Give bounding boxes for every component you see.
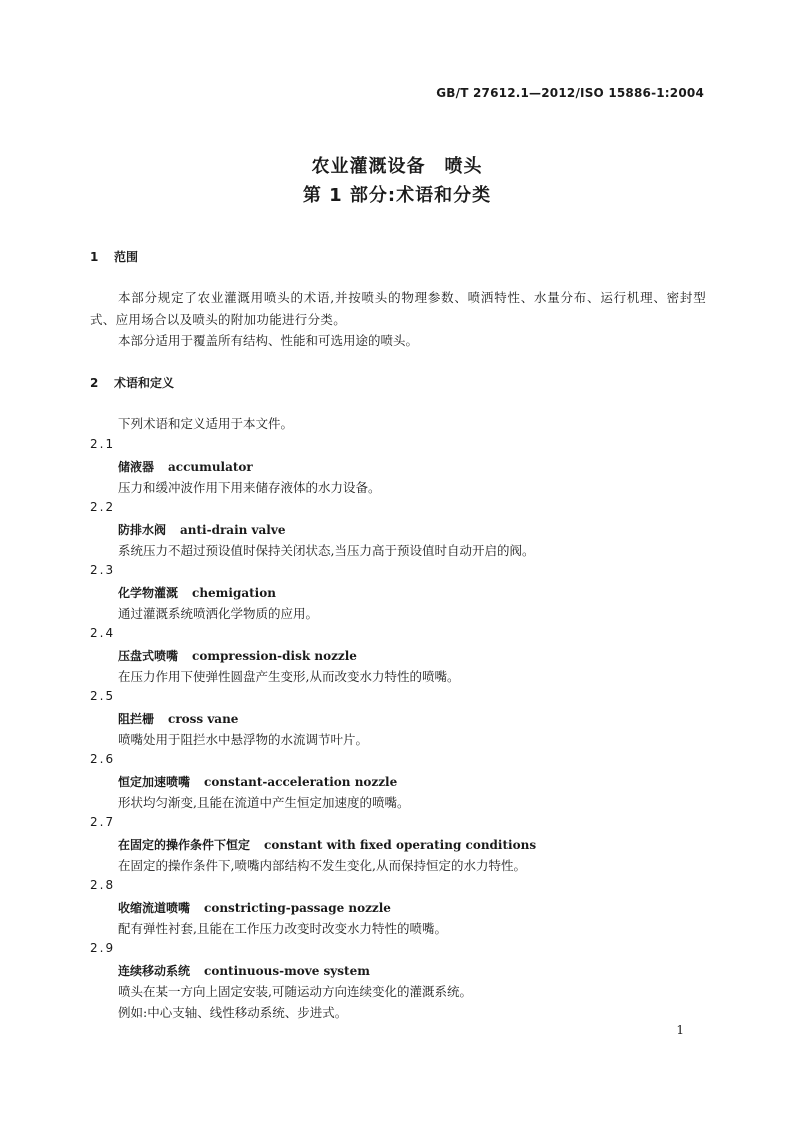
clause-number: 2.6 — [90, 752, 116, 766]
term-entry — [118, 710, 238, 727]
clause-number: 2.1 — [90, 437, 116, 451]
clause-number: 2.3 — [90, 563, 116, 577]
section-number: 2 — [90, 376, 99, 390]
term-entry — [118, 773, 397, 790]
section-1-paragraph-1: 本部分规定了农业灌溉用喷头的术语,并按喷头的物理参数、喷洒特性、水量分布、运行机理、密封型式、应用场合以及喷头的附加功能进行分类。 — [90, 290, 706, 327]
term-definition: 通过灌溉系统喷洒化学物质的应用。 — [118, 606, 319, 621]
term-zh: 在固定的操作条件下恒定 — [118, 838, 251, 852]
term-entry — [118, 962, 370, 979]
term-definition: 在固定的操作条件下,喷嘴内部结构不发生变化,从而保持恒定的水力特性。 — [118, 858, 526, 873]
term-zh: 化学物灌溉 — [118, 586, 179, 600]
term-en: constant with fixed operating conditions — [264, 838, 537, 852]
clause-number: 2.9 — [90, 941, 116, 955]
section-2-heading — [90, 374, 174, 391]
term-en: compression-disk nozzle — [192, 649, 357, 663]
term-en: constant-acceleration nozzle — [204, 775, 398, 789]
section-1-heading — [90, 248, 138, 265]
section-title: 范围 — [114, 250, 139, 264]
term-zh: 恒定加速喷嘴 — [118, 775, 191, 789]
term-entry — [118, 647, 357, 664]
term-en: cross vane — [168, 712, 239, 726]
page-number: 1 — [676, 1023, 684, 1037]
term-definition: 配有弹性衬套,且能在工作压力改变时改变水力特性的喷嘴。 — [118, 921, 447, 936]
standard-code: GB/T 27612.1—2012/ISO 15886-1:2004 — [436, 86, 704, 100]
term-zh: 防排水阀 — [118, 523, 167, 537]
clause-number: 2.5 — [90, 689, 116, 703]
term-entry — [118, 521, 285, 538]
document-title-line2: 第 1 部分:术语和分类 — [302, 185, 492, 206]
clause-number: 2.4 — [90, 626, 116, 640]
section-title: 术语和定义 — [114, 376, 175, 390]
term-zh: 阻拦栅 — [118, 712, 155, 726]
section-2-intro: 下列术语和定义适用于本文件。 — [118, 416, 294, 431]
clause-number: 2.2 — [90, 500, 116, 514]
clause-number: 2.7 — [90, 815, 116, 829]
term-definition: 压力和缓冲波作用下用来储存液体的水力设备。 — [118, 480, 381, 495]
clause-number: 2.8 — [90, 878, 116, 892]
term-en: continuous-move system — [204, 964, 370, 978]
term-definition: 喷嘴处用于阻拦水中悬浮物的水流调节叶片。 — [118, 732, 369, 747]
term-entry — [118, 584, 276, 601]
term-en: accumulator — [168, 460, 253, 474]
term-entry — [118, 899, 391, 916]
term-entry — [118, 836, 536, 853]
term-en: constricting-passage nozzle — [204, 901, 391, 915]
term-definition: 系统压力不超过预设值时保持关闭状态,当压力高于预设值时自动开启的阀。 — [118, 543, 535, 558]
section-number: 1 — [90, 250, 99, 264]
term-en: anti-drain valve — [180, 523, 286, 537]
term-en: chemigation — [192, 586, 276, 600]
term-zh: 连续移动系统 — [118, 964, 191, 978]
term-example: 例如:中心支轴、线性移动系统、步进式。 — [118, 1005, 348, 1020]
term-zh: 收缩流道喷嘴 — [118, 901, 191, 915]
document-title-line1: 农业灌溉设备 喷头 — [311, 156, 483, 177]
term-definition: 在压力作用下使弹性圆盘产生变形,从而改变水力特性的喷嘴。 — [118, 669, 460, 684]
term-zh: 储液器 — [118, 460, 155, 474]
term-definition: 形状均匀渐变,且能在流道中产生恒定加速度的喷嘴。 — [118, 795, 410, 810]
term-definition: 喷头在某一方向上固定安装,可随运动方向连续变化的灌溉系统。 — [118, 984, 472, 999]
term-entry — [118, 458, 253, 475]
term-zh: 压盘式喷嘴 — [118, 649, 179, 663]
section-1-paragraph-2: 本部分适用于覆盖所有结构、性能和可选用途的喷头。 — [118, 333, 419, 348]
